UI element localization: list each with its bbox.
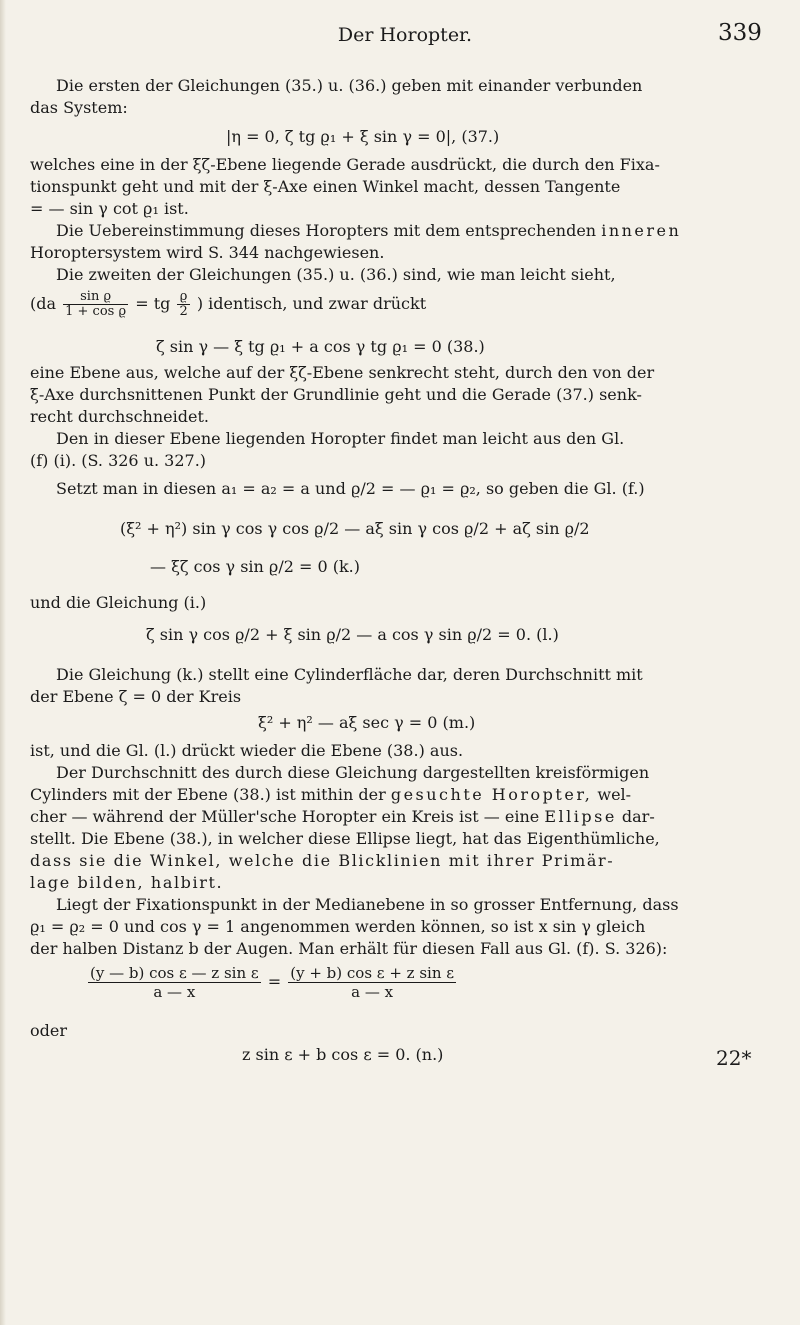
equation-m: ξ² + η² — aξ sec γ = 0 (m.) bbox=[258, 713, 476, 732]
text-line: Die ersten der Gleichungen (35.) u. (36.) geben mit einander verbunden bbox=[56, 76, 643, 95]
running-header bbox=[0, 18, 800, 58]
equation-k-line1: (ξ² + η²) sin γ cos γ cos ϱ/2 — aξ sin γ cos ϱ/2 + aζ sin ϱ/2 bbox=[120, 519, 590, 538]
spaced-emphasis-line: dass sie die Winkel, welche die Blicklinien mit ihrer Primär- bbox=[30, 851, 615, 870]
signature-mark: 22* bbox=[716, 1046, 752, 1070]
text-line: stellt. Die Ebene (38.), in welcher diese Ellipse liegt, hat das Eigenthümliche, bbox=[30, 829, 660, 848]
text-line: oder bbox=[30, 1021, 67, 1040]
text-line: Horoptersystem wird S. 344 nachgewiesen. bbox=[30, 243, 385, 262]
fraction-denominator: 1 + cos ϱ bbox=[65, 304, 127, 319]
text-line: der halben Distanz b der Augen. Man erhält für diesen Fall aus Gl. (f). S. 326): bbox=[30, 939, 668, 958]
text-line: tionspunkt geht und mit der ξ-Axe einen Winkel macht, dessen Tangente bbox=[30, 177, 621, 196]
text-line: das System: bbox=[30, 98, 128, 117]
text-span: dar- bbox=[621, 807, 655, 826]
text-span: Die Uebereinstimmung dieses Horopters mit dem entsprechenden bbox=[56, 221, 597, 240]
text-line: Setzt man in diesen a₁ = a₂ = a und ϱ/2 = — ϱ₁ = ϱ₂, so geben die Gl. (f.) bbox=[56, 479, 645, 498]
fraction bbox=[177, 290, 189, 319]
fraction-numerator: (y — b) cos ε — z sin ε bbox=[90, 964, 259, 982]
fraction bbox=[288, 964, 456, 1001]
page-number: 339 bbox=[718, 20, 762, 46]
text-line: Die zweiten der Gleichungen (35.) u. (36.) sind, wie man leicht sieht, bbox=[56, 265, 616, 284]
text-line: welches eine in der ξζ-Ebene liegende Gerade ausdrückt, die durch den Fixa- bbox=[30, 155, 660, 174]
text-span: Cylinders mit der Ebene (38.) ist mithin der bbox=[30, 785, 386, 804]
equation-l: ζ sin γ cos ϱ/2 + ξ sin ϱ/2 — a cos γ sin ϱ/2 = 0. (l.) bbox=[146, 625, 559, 644]
running-title: Der Horopter. bbox=[337, 24, 473, 46]
equation-k-line2: — ξζ cos γ sin ϱ/2 = 0 (k.) bbox=[150, 557, 360, 576]
text-line: Liegt der Fixationspunkt in der Medianebene in so grosser Entfernung, dass bbox=[56, 895, 679, 914]
equation-n-fraction bbox=[86, 964, 458, 1001]
fraction-numerator: sin ϱ bbox=[63, 290, 128, 305]
text-line: Die Gleichung (k.) stellt eine Cylinderfläche dar, deren Durchschnitt mit bbox=[56, 665, 643, 684]
equals-sign: = bbox=[267, 972, 282, 991]
spaced-emphasis: inneren bbox=[601, 221, 682, 240]
page-spine-shadow bbox=[0, 0, 6, 1325]
spaced-emphasis: Ellipse bbox=[544, 807, 617, 826]
text-line: der Ebene ζ = 0 der Kreis bbox=[30, 687, 242, 706]
fraction-denominator: 2 bbox=[179, 304, 188, 319]
fraction bbox=[63, 290, 128, 319]
text-span: wel- bbox=[597, 785, 632, 804]
text-span: ) identisch, und zwar drückt bbox=[196, 294, 427, 313]
fraction-denominator: a — x bbox=[351, 983, 394, 1001]
spaced-emphasis-line: lage bilden, halbirt. bbox=[30, 873, 224, 892]
fraction bbox=[88, 964, 261, 1001]
equation-n: z sin ε + b cos ε = 0. (n.) bbox=[242, 1045, 444, 1064]
text-span: = tg bbox=[135, 294, 171, 313]
text-line bbox=[56, 220, 786, 241]
fraction-numerator: ϱ bbox=[177, 290, 189, 305]
equation-37: |η = 0, ζ tg ϱ₁ + ξ sin γ = 0|, (37.) bbox=[226, 127, 500, 146]
text-line: und die Gleichung (i.) bbox=[30, 593, 207, 612]
text-line: Der Durchschnitt des durch diese Gleichung dargestellten kreisförmigen bbox=[56, 763, 650, 782]
text-line: recht durchschneidet. bbox=[30, 407, 209, 426]
fraction-numerator: (y + b) cos ε + z sin ε bbox=[290, 964, 455, 982]
text-line: ξ-Axe durchsnittenen Punkt der Grundlinie geht und die Gerade (37.) senk- bbox=[30, 385, 642, 404]
text-line bbox=[30, 784, 786, 805]
fraction-denominator: a — x bbox=[153, 983, 196, 1001]
text-line: (f) (i). (S. 326 u. 327.) bbox=[30, 451, 207, 470]
text-span: (da bbox=[30, 294, 57, 313]
inline-fraction-line bbox=[30, 290, 426, 319]
text-line: Den in dieser Ebene liegenden Horopter findet man leicht aus den Gl. bbox=[56, 429, 625, 448]
text-span: cher — während der Müller'sche Horopter ein Kreis ist — eine bbox=[30, 807, 540, 826]
text-line: ist, und die Gl. (l.) drückt wieder die Ebene (38.) aus. bbox=[30, 741, 464, 760]
equation-38: ζ sin γ — ξ tg ϱ₁ + a cos γ tg ϱ₁ = 0 (38.) bbox=[156, 337, 485, 356]
text-line: = — sin γ cot ϱ₁ ist. bbox=[30, 199, 189, 218]
text-line: ϱ₁ = ϱ₂ = 0 und cos γ = 1 angenommen werden können, so ist x sin γ gleich bbox=[30, 917, 646, 936]
text-line: eine Ebene aus, welche auf der ξζ-Ebene senkrecht steht, durch den von der bbox=[30, 363, 655, 382]
text-line bbox=[30, 806, 786, 827]
spaced-emphasis: gesuchte Horopter, bbox=[390, 785, 593, 804]
